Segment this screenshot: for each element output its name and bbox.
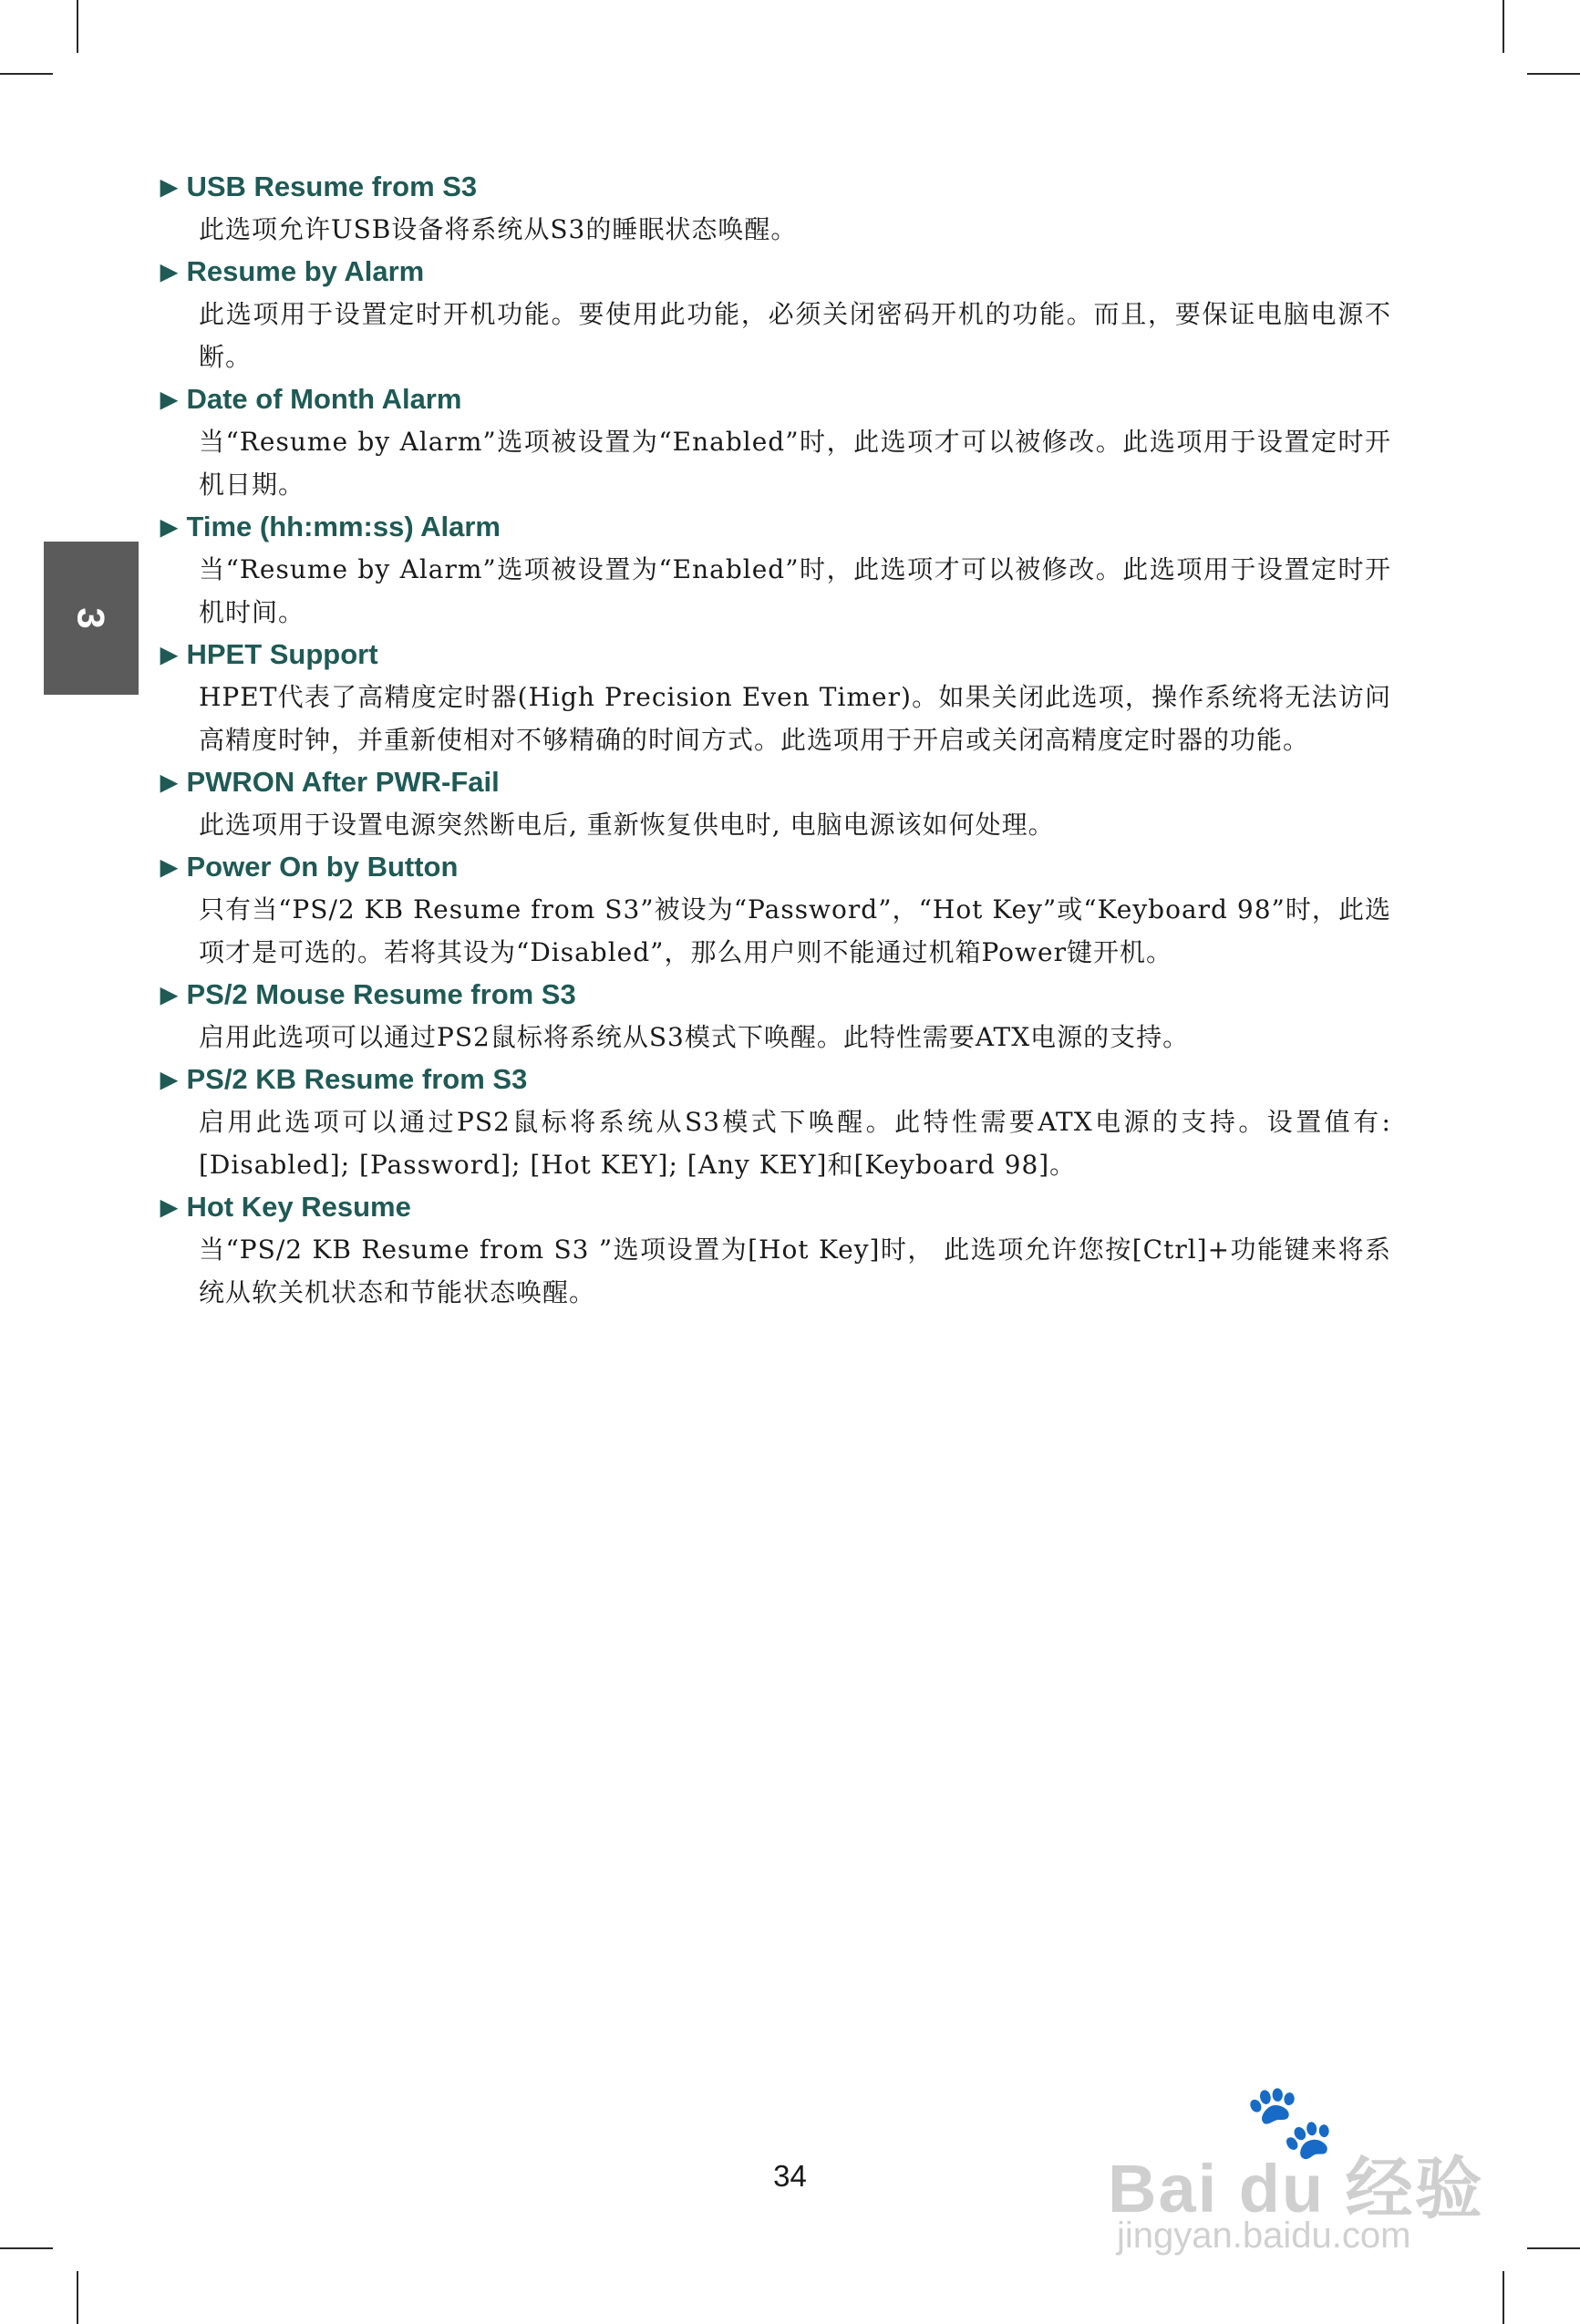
section-hot-key-resume [160, 1186, 1400, 1314]
section-heading: ▶ Hot Key Resume [160, 1191, 411, 1223]
watermark-url: jingyan.baidu.com [1117, 2216, 1411, 2256]
triangle-bullet-icon: ▶ [160, 983, 178, 1007]
section-heading: ▶ PWRON After PWR-Fail [160, 766, 500, 798]
triangle-bullet-icon: ▶ [160, 643, 178, 667]
section-ps2-mouse-resume [160, 974, 1400, 1059]
triangle-bullet-icon: ▶ [160, 855, 178, 880]
page-number: 34 [773, 2159, 807, 2193]
crop-mark [1527, 2247, 1580, 2249]
section-pwron-after-pwr-fail [160, 761, 1400, 846]
section-heading: ▶ Resume by Alarm [160, 255, 425, 287]
settings-description-list [160, 166, 1400, 1314]
triangle-bullet-icon: ▶ [160, 1195, 178, 1220]
section-description: 启用此选项可以通过PS2鼠标将系统从S3模式下唤醒。此特性需要ATX电源的支持。 [199, 1022, 1190, 1052]
section-description: 启用此选项可以通过PS2鼠标将系统从S3模式下唤醒。此特性需要ATX电源的支持。设置值有:[Disabled]; [Password]; [Hot KEY]; [Any KEY]和[Keyboard 98]。 [199, 1107, 1391, 1180]
section-description: 当“Resume by Alarm”选项被设置为“Enabled”时，此选项才可以被修改。此选项用于设置定时开机时间。 [199, 554, 1391, 627]
baidu-jingyan-watermark [1108, 2079, 1491, 2261]
section-ps2-kb-resume [160, 1059, 1400, 1186]
section-description: 当“PS/2 KB Resume from S3 ”选项设置为[Hot Key]时， 此选项允许您按[Ctrl]+功能键来将系统从软关机状态和节能状态唤醒。 [199, 1234, 1391, 1307]
section-time-alarm [160, 506, 1400, 634]
section-date-of-month-alarm [160, 378, 1400, 506]
crop-mark [77, 0, 78, 53]
triangle-bullet-icon: ▶ [160, 770, 178, 795]
section-heading: ▶ PS/2 KB Resume from S3 [160, 1063, 528, 1095]
paw-logo-icon: 🐾 [1244, 2081, 1336, 2162]
section-description: 此选项用于设置定时开机功能。要使用此功能，必须关闭密码开机的功能。而且，要保证电脑电源不断。 [199, 299, 1391, 372]
crop-mark [0, 73, 53, 75]
crop-mark [77, 2271, 78, 2324]
section-heading: ▶ HPET Support [160, 638, 378, 670]
crop-mark [1503, 0, 1504, 53]
section-description: 此选项允许USB设备将系统从S3的睡眠状态唤醒。 [199, 214, 798, 244]
section-description: 当“Resume by Alarm”选项被设置为“Enabled”时，此选项才可以被修改。此选项用于设置定时开机日期。 [199, 427, 1391, 500]
section-hpet-support [160, 634, 1400, 761]
triangle-bullet-icon: ▶ [160, 515, 178, 540]
triangle-bullet-icon: ▶ [160, 1068, 178, 1092]
section-resume-by-alarm [160, 251, 1400, 378]
triangle-bullet-icon: ▶ [160, 175, 178, 200]
crop-mark [1503, 2271, 1504, 2324]
chapter-number: 3 [69, 607, 113, 629]
section-description: HPET代表了高精度定时器(High Precision Even Timer)。如果关闭此选项，操作系统将无法访问高精度时钟，并重新使相对不够精确的时间方式。此选项用于开启或关闭高精度定时器的功能。 [199, 682, 1391, 755]
watermark-brand: Bai du 经验 [1108, 2151, 1484, 2226]
crop-mark [1527, 73, 1580, 75]
section-usb-resume [160, 166, 1400, 251]
section-heading: ▶ Power On by Button [160, 851, 459, 883]
section-power-on-by-button [160, 846, 1400, 974]
section-heading: ▶ USB Resume from S3 [160, 170, 478, 202]
triangle-bullet-icon: ▶ [160, 260, 178, 284]
chapter-tab [44, 542, 139, 695]
section-description: 此选项用于设置电源突然断电后, 重新恢复供电时, 电脑电源该如何处理。 [199, 810, 1055, 840]
section-description: 只有当“PS/2 KB Resume from S3”被设为“Password”，“Hot Key”或“Keyboard 98”时，此选项才是可选的。若将其设为“Disabled”，那么用户则不能通过机箱Power键开机。 [199, 894, 1391, 967]
section-heading: ▶ Date of Month Alarm [160, 383, 462, 415]
crop-mark [0, 2247, 53, 2249]
triangle-bullet-icon: ▶ [160, 387, 178, 412]
section-heading: ▶ PS/2 Mouse Resume from S3 [160, 978, 576, 1010]
section-heading: ▶ Time (hh:mm:ss) Alarm [160, 511, 501, 542]
